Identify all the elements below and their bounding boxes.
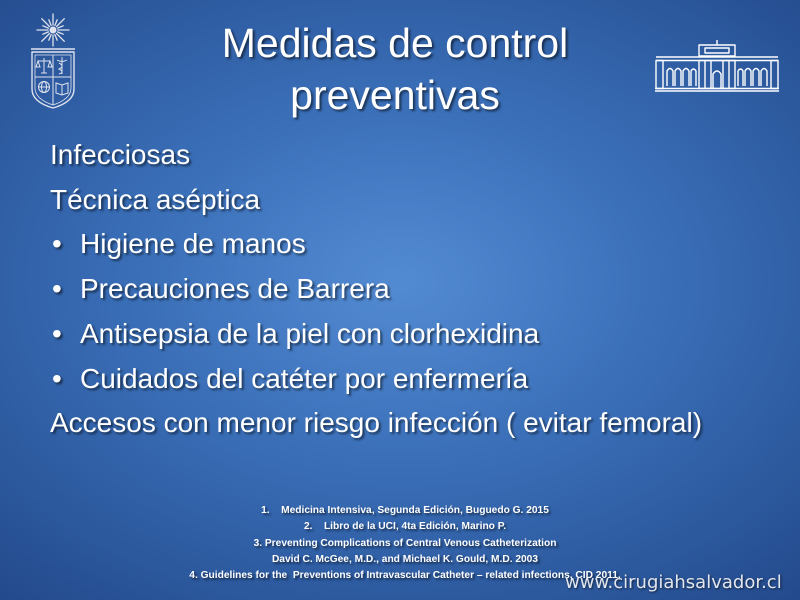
bullet-text: Antisepsia de la piel con clorhexidina [80,317,540,349]
left-wing-arches [667,69,696,87]
bullet-icon: • [52,273,62,305]
reference-text: 3. Preventing Complications of Central Venous Catheterization [253,537,557,549]
caduceus-icon [57,57,67,74]
bullet-text: Cuidados del catéter por enfermería [80,362,529,394]
university-seal-graphic [27,10,79,110]
bullet-icon: • [52,362,62,394]
scales-icon [36,58,52,73]
hospital-building-graphic [655,40,779,92]
right-wing-arches [738,69,767,87]
website-watermark: www.cirugiahsalvador.cl [565,572,782,593]
end-towers [656,61,778,89]
central-attic [699,45,735,56]
reference-text: David C. McGee, M.D., and Michael K. Gould, M.D. 2003 [271,553,539,565]
reference-item [105,552,705,568]
book-icon [56,83,68,95]
body-heading: Infecciosas [50,139,191,170]
sun-center [50,27,57,34]
bullet-item [50,267,750,312]
reference-item [105,536,705,552]
globe-icon [39,82,50,93]
bullet-item [50,312,750,357]
bullet-item [50,222,750,267]
hospital-building-icon [655,40,779,92]
bullet-item [50,357,750,402]
central-block [699,61,735,89]
reference-number: 2. [303,521,313,533]
reference-item [105,503,705,519]
building-base [655,89,779,92]
bullet-icon: • [52,317,62,349]
slide-title: Medidas de control preventivas [221,20,569,118]
reference-text: Medicina Intensiva, Segunda Edición, Buguedo G. 2015 [281,505,549,516]
reference-item [105,519,705,535]
reference-number: 1. [261,505,270,516]
bullet-text: Precauciones de Barrera [80,273,390,305]
bullet-text: Higiene de manos [80,228,306,260]
reference-text: 4. Guidelines for the Preventions of Intravascular Catheter – related infections, CID 2011. [189,570,621,581]
reference-text: Libro de la UCI, 4ta Edición, Marino P. [323,521,507,533]
bullet-icon: • [52,228,62,260]
body-closing: Accesos con menor riesgo infección ( evitar femoral) [50,407,703,439]
body-subheading: Técnica aséptica [50,183,261,215]
shield [31,49,75,108]
slide-body [50,133,750,446]
university-seal-icon [27,10,79,110]
